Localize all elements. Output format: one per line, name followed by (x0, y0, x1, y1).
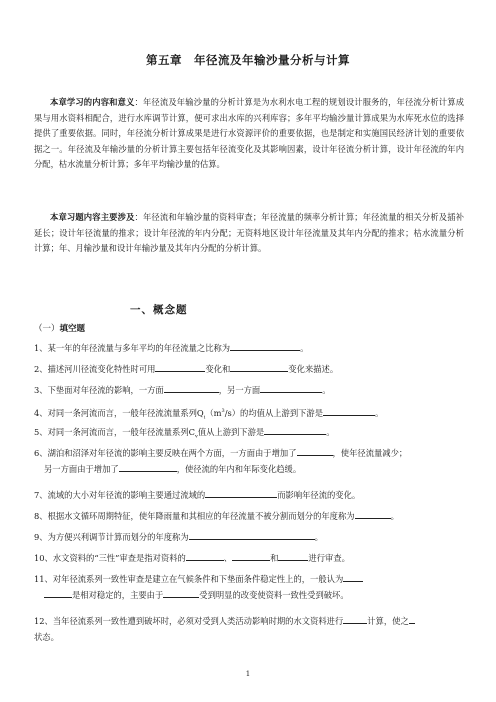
question-text: 。 (375, 407, 384, 418)
answer-blank[interactable] (297, 446, 333, 456)
question-text: 状态。 (34, 631, 59, 642)
question-text: 11、对年径流系列一致性审查是建立在气候条件和下垫面条件稳定性上的，一般认为 (34, 574, 344, 584)
answer-blank[interactable] (44, 588, 72, 598)
answer-blank[interactable] (355, 509, 391, 519)
question-text: 计算，使之 (367, 616, 409, 626)
answer-blank[interactable] (230, 362, 288, 372)
question-text: 1、某一年的年径流量与多年平均的年径流量之比称为 (34, 343, 231, 353)
question-text: 7、流域的大小对年径流的影响主要通过流域的 (34, 490, 206, 500)
question-6 (34, 446, 464, 477)
question-text: 另一方面由于增加了 (44, 463, 119, 474)
question-7 (34, 488, 464, 504)
intro-paragraph (34, 95, 464, 173)
subsection-title (34, 322, 85, 334)
question-text: 值从上游到下游是 (197, 427, 265, 437)
question-text: 变化和 (205, 364, 231, 374)
intro-text: ：年径流及年输沙量的分析计算是为水利水电工程的规划设计服务的，年径流分析计算成果与用水资料相配合，进行水库调节计算，便可求出水库的兴利库容；多年平均输沙量计算成果为水库死水位的选择提供了重要依据。同时，年径流分析计算成果是进行水资源评价的重要依据，也是制定和实施国民经济计划的重要依据之一。年径流及年输沙量的分析计算主要包括年径流变化及其影响因素，设计年径流分析计算，设计年径流的年内分配，枯水流量分析计算；多年平均输沙量的估算。 (34, 97, 464, 170)
intro-lead: 本章学习的内容和意义 (50, 97, 135, 107)
subscript: i (203, 414, 206, 421)
answer-blank[interactable] (186, 551, 224, 561)
answer-blank[interactable] (155, 362, 205, 372)
question-text: ，使年径流量减少； (332, 448, 408, 458)
question-text: 。 (390, 511, 399, 521)
question-4 (34, 404, 464, 426)
question-10 (34, 551, 464, 567)
question-text: 。 (300, 343, 309, 353)
question-text: 5、对同一条河流而言，一般年径流量系列C (34, 427, 195, 437)
question-text: ，使径流的年内和年际变化趋缓。 (176, 463, 302, 474)
subsection-label: 填空题 (59, 324, 86, 334)
question-text: 进行审查。 (308, 553, 350, 563)
question-1 (34, 341, 464, 357)
question-text: 4、对同一条河流而言，一般年径流流量系列Q (34, 407, 204, 418)
question-text: ，另一方面 (218, 385, 261, 395)
question-3 (34, 383, 464, 399)
subscript: v (194, 433, 198, 440)
answer-blank[interactable] (278, 551, 308, 561)
question-text: 。 (314, 532, 323, 542)
question-text: 、 (223, 553, 233, 563)
question-8 (34, 509, 464, 525)
answer-blank[interactable] (230, 341, 300, 351)
question-text: 变化来描述。 (288, 364, 339, 374)
answer-blank[interactable] (409, 614, 415, 624)
answer-blank[interactable] (264, 425, 326, 435)
answer-blank[interactable] (323, 406, 375, 416)
chapter-title: 第五章 年径流及年输沙量分析与计算 (146, 53, 350, 67)
question-text: 6、湖泊和沼泽对年径流的影响主要反映在两个方面，一方面由于增加了 (34, 448, 297, 458)
subsection-number: （一） (34, 324, 60, 334)
question-5 (34, 425, 464, 445)
superscript: 3 (221, 408, 225, 414)
question-9 (34, 530, 464, 546)
question-12 (34, 614, 464, 645)
answer-blank[interactable] (205, 488, 277, 498)
exercise-scope-lead: 本章习题内容主要涉及 (50, 212, 135, 222)
question-text: 12、当年径流系列一致性遭到破坏时，必须对受到人类活动影响时期的水文资料进行 (34, 616, 344, 626)
answer-blank[interactable] (260, 383, 322, 393)
exercise-scope-text: ：年径流和年输沙量的资料审查；年径流量的频率分析计算；年径流量的相关分析及插补延长；设计年径流量的推求；设计年径流的年内分配；无资料地区设计年径流量及其年内分配的推求；枯水流量分析计算；年、月输沙量和设计年输沙量及其年内分配的分析计算。 (34, 212, 464, 254)
answer-blank[interactable] (119, 462, 177, 472)
question-text: 8、根据水文循环周期特征，使年降雨量和其相应的年径流量不被分割而划分的年度称为 (34, 511, 355, 521)
question-text: 。 (326, 427, 335, 437)
question-text: /s）的均值从上游到下游是 (224, 407, 324, 418)
question-text: 2、描述河川径流变化特性时可用 (34, 364, 156, 374)
question-11 (34, 572, 464, 603)
question-text: 而影响年径流的变化。 (277, 490, 361, 500)
question-text: 受到明显的改变使资料一致性受到破坏。 (199, 589, 349, 600)
answer-blank[interactable] (343, 614, 367, 624)
question-text: 和 (270, 553, 279, 563)
question-text: 。 (322, 385, 331, 395)
answer-blank[interactable] (343, 572, 363, 582)
page-number: 1 (245, 670, 251, 678)
question-2 (34, 362, 464, 378)
question-text: 3、下垫面对年径流的影响，一方面 (34, 385, 164, 395)
question-text: 10、水文资料的“三性”审查是指对资料的 (34, 553, 186, 563)
question-text: 是相对稳定的，主要由于 (72, 589, 164, 600)
answer-blank[interactable] (163, 588, 199, 598)
exercise-scope-paragraph (34, 210, 464, 257)
answer-blank[interactable] (232, 551, 270, 561)
answer-blank[interactable] (189, 530, 315, 540)
question-text: （m (205, 407, 222, 418)
question-text: 9、为方便兴利调节计算而划分的年度称为 (34, 532, 189, 542)
section-title: 一、概念题 (130, 304, 188, 316)
answer-blank[interactable] (164, 383, 219, 393)
